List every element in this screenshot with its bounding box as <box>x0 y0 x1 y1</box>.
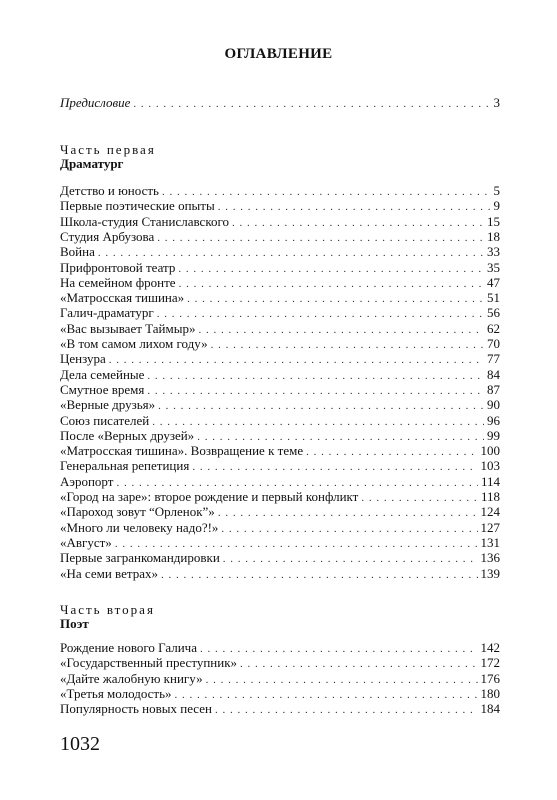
part-label: Часть первая <box>60 142 156 157</box>
toc-entry-title: Генеральная репетиция <box>60 458 190 474</box>
toc-entry-page: 118 <box>480 489 500 504</box>
toc-entry-title: «Август» <box>60 534 112 550</box>
toc-entry-page: 35 <box>487 259 500 275</box>
toc-entry-title: Война <box>60 244 95 260</box>
toc-entry-title: «Город на заре»: второе рождение и первый конфликт <box>60 489 359 504</box>
toc-entry-page: 176 <box>480 670 500 686</box>
toc-entry-title: Первые загранкомандировки <box>60 550 220 566</box>
toc-entry-title: Цензура <box>60 351 106 367</box>
toc-entry-title: Школа-студия Станиславского <box>60 213 229 229</box>
part-label: Часть вторая <box>60 602 155 617</box>
toc-entry-page: 84 <box>487 366 500 382</box>
toc-entry-title: «Государственный преступник» <box>60 655 238 671</box>
toc-entry-title: Прифронтовой театр <box>60 259 176 275</box>
toc-entry-page: 51 <box>487 290 500 306</box>
toc-entry-page: 90 <box>487 397 500 413</box>
toc-entry-title: Рождение нового Галича <box>60 640 197 655</box>
toc-entry-page: 70 <box>487 336 500 351</box>
toc-entry-title: «Вас вызывает Таймыр» <box>60 320 196 336</box>
toc-entry-title: Популярность новых песен <box>60 701 212 717</box>
part-name: Поэт <box>60 616 89 631</box>
toc-entry-title: Первые поэтические опыты <box>60 198 215 214</box>
toc-entry-page: 124 <box>480 504 500 520</box>
toc-entry-title: «Дайте жалобную книгу» <box>60 670 203 686</box>
toc-entry-page: 18 <box>487 228 500 244</box>
toc-entry-page: 5 <box>493 183 500 198</box>
toc-entry-page: 100 <box>480 443 500 459</box>
toc-entry-page: 96 <box>487 412 500 428</box>
toc-entry-page: 9 <box>493 198 500 214</box>
toc-entry-title: Предисловие <box>60 95 131 110</box>
toc-entry-page: 142 <box>480 640 500 655</box>
toc-entry-title: После «Верных друзей» <box>60 427 195 443</box>
toc-entry-page: 180 <box>480 685 500 701</box>
toc-entry-title: «Пароход зовут “Орленок”» <box>60 504 215 520</box>
page-title: ОГЛАВЛЕНИЕ <box>224 46 333 62</box>
toc-entry-title: Детство и юность <box>60 183 159 198</box>
toc-entry-page: 139 <box>480 565 500 581</box>
toc-entry-page: 136 <box>480 550 500 566</box>
toc-entry-preface[interactable] <box>60 95 500 112</box>
page-number: 1032 <box>60 733 100 755</box>
toc-entry-page: 184 <box>480 701 500 717</box>
toc-entry-page: 15 <box>487 213 500 229</box>
toc-entry-page: 99 <box>487 427 500 443</box>
toc-entry-page: 87 <box>487 381 500 397</box>
toc-entry-title: Аэропорт <box>60 473 114 489</box>
toc-entry-page: 114 <box>480 473 500 489</box>
toc-entry-page: 3 <box>493 95 500 110</box>
toc-entry-page: 103 <box>480 458 500 474</box>
toc-entry-title: «Верные друзья» <box>60 397 156 413</box>
toc-entry[interactable] <box>60 566 500 583</box>
toc-entry-title: Студия Арбузова <box>60 228 155 244</box>
toc-entry-page: 62 <box>487 320 500 336</box>
toc-entry-page: 47 <box>487 274 500 290</box>
dot-leader <box>133 97 490 112</box>
toc-entry-title: «Матросская тишина» <box>60 290 185 306</box>
toc-entry-page: 33 <box>487 244 500 260</box>
toc-entry-title: «В том самом лихом году» <box>60 336 208 351</box>
toc-entry-title: «Матросская тишина». Возвращение к теме <box>60 443 304 459</box>
toc-entry-page: 56 <box>487 305 500 321</box>
toc-entry-page: 127 <box>480 519 500 535</box>
dot-leader <box>161 568 478 583</box>
toc-entry-page: 77 <box>487 351 500 367</box>
toc-entry-title: Дела семейные <box>60 366 145 382</box>
toc-entry-title: «Третья молодость» <box>60 685 172 701</box>
toc-entry-title: Галич-драматург <box>60 305 154 321</box>
dot-leader <box>215 703 478 718</box>
toc-entry-title: «На семи ветрах» <box>60 565 158 581</box>
toc-entry[interactable] <box>60 701 500 718</box>
toc-entry-title: «Много ли человеку надо?!» <box>60 519 219 535</box>
toc-entry-page: 131 <box>480 534 500 550</box>
toc-entry-title: Смутное время <box>60 381 145 397</box>
toc-entry-title: Союз писателей <box>60 412 150 428</box>
toc-entry-page: 172 <box>480 655 500 671</box>
toc-entry-title: На семейном фронте <box>60 274 176 290</box>
part-name: Драматург <box>60 156 124 171</box>
